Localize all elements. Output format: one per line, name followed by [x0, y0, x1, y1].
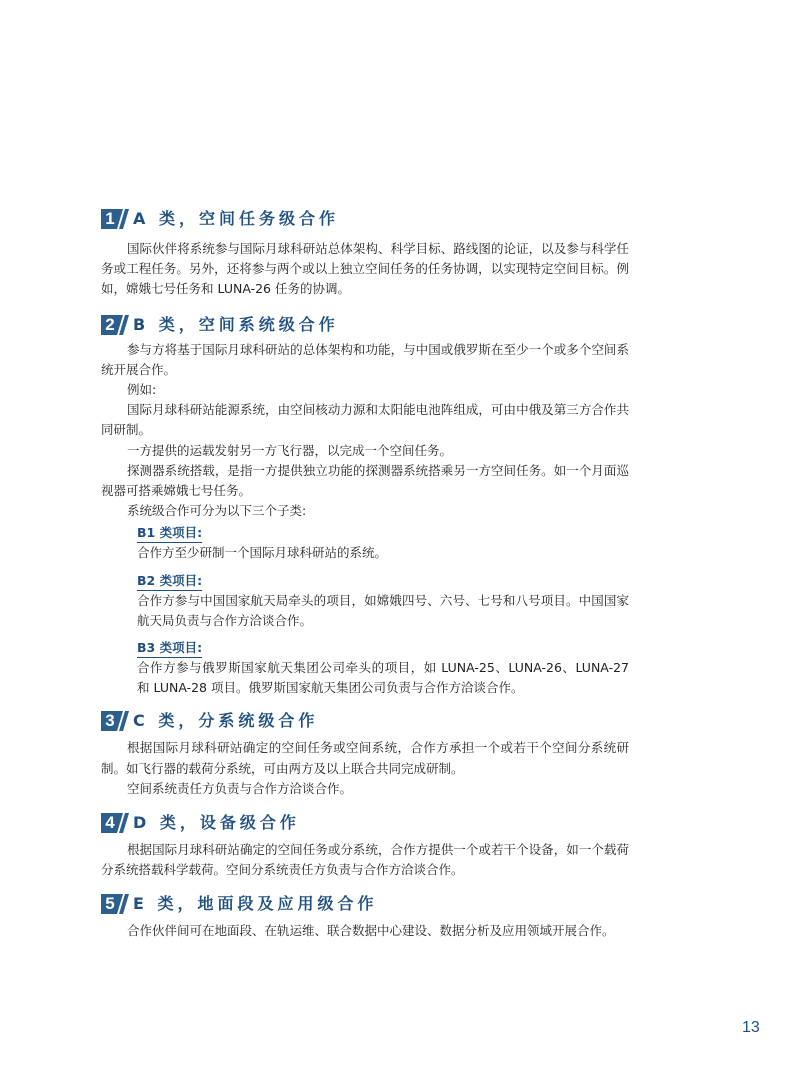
section-c — [101, 710, 629, 799]
section-d — [101, 812, 629, 880]
subcategory-text: 合作方参与俄罗斯国家航天集团公司牵头的项目，如 LUNA-25、LUNA-26、LUNA-27 和 LUNA-28 项目。俄罗斯国家航天集团公司负责与合作方洽谈合作。 — [137, 660, 629, 696]
section-title: E 类，地面段及应用级合作 — [133, 894, 378, 914]
number-badge-icon: 5 — [101, 894, 129, 914]
paragraph: 国际伙伴将系统参与国际月球科研站总体架构、科学目标、路线图的论证，以及参与科学任务或工程任务。另外，还将参与两个或以上独立空间任务的任务协调，以实现特定空间目标。例如，嫦娥七号任务和 LUNA-26 任务的协调。 — [101, 241, 629, 297]
paragraph: 国际月球科研站能源系统，由空间核动力源和太阳能电池阵组成，可由中俄及第三方合作共同研制。 — [101, 402, 629, 438]
section-title: B 类，空间系统级合作 — [133, 314, 339, 334]
section-header — [101, 812, 629, 834]
number-badge-icon: 1 — [101, 209, 129, 229]
subcategory-title: B1 类项目: — [137, 524, 202, 543]
subcategory-b1 — [101, 522, 629, 563]
paragraph: 根据国际月球科研站确定的空间任务或空间系统，合作方承担一个或若干个空间分系统研制。如飞行器的载荷分系统，可由两方及以上联合共同完成研制。 — [101, 740, 629, 776]
subcategory-text: 合作方参与中国国家航天局牵头的项目，如嫦娥四号、六号、七号和八号项目。中国国家航天局负责与合作方洽谈合作。 — [137, 592, 629, 628]
section-title: A 类，空间任务级合作 — [133, 209, 339, 228]
number-badge-icon: 2 — [101, 315, 129, 335]
section-header — [101, 710, 629, 732]
subcategory-text: 合作方至少研制一个国际月球科研站的系统。 — [137, 545, 388, 561]
section-header — [101, 208, 629, 230]
paragraph: 空间系统责任方负责与合作方洽谈合作。 — [127, 780, 353, 796]
number-badge-icon: 3 — [101, 711, 129, 731]
paragraph: 参与方将基于国际月球科研站的总体架构和功能，与中国或俄罗斯在至少一个或多个空间系统开展合作。 — [101, 341, 629, 377]
subcategory-title: B2 类项目: — [137, 572, 202, 591]
subcategory-b3 — [101, 637, 629, 698]
paragraph: 系统级合作可分为以下三个子类: — [127, 503, 307, 519]
paragraph: 根据国际月球科研站确定的空间任务或分系统，合作方提供一个或若干个设备，如一个载荷分系统搭载科学载荷。空间分系统责任方负责与合作方洽谈合作。 — [101, 842, 629, 878]
section-e — [101, 893, 629, 941]
page-number: 13 — [742, 1019, 760, 1036]
section-header — [101, 314, 629, 336]
paragraph: 探测器系统搭载，是指一方提供独立功能的探测器系统搭乘另一方空间任务。如一个月面巡视器可搭乘嫦娥七号任务。 — [101, 462, 629, 499]
section-b — [101, 314, 629, 699]
paragraph: 合作伙伴间可在地面段、在轨运维、联合数据中心建设、数据分析及应用领域开展合作。 — [127, 923, 615, 939]
subcategory-title: B3 类项目: — [137, 639, 202, 658]
paragraph: 一方提供的运载发射另一方飞行器，以完成一个空间任务。 — [127, 442, 453, 458]
document-body — [101, 208, 629, 942]
section-title: D 类，设备级合作 — [133, 813, 300, 833]
paragraph: 例如: — [127, 382, 157, 398]
section-header — [101, 893, 629, 915]
section-a — [101, 208, 629, 300]
subcategory-b2 — [101, 570, 629, 631]
section-title: C 类，分系统级合作 — [133, 711, 319, 731]
number-badge-icon: 4 — [101, 813, 129, 833]
